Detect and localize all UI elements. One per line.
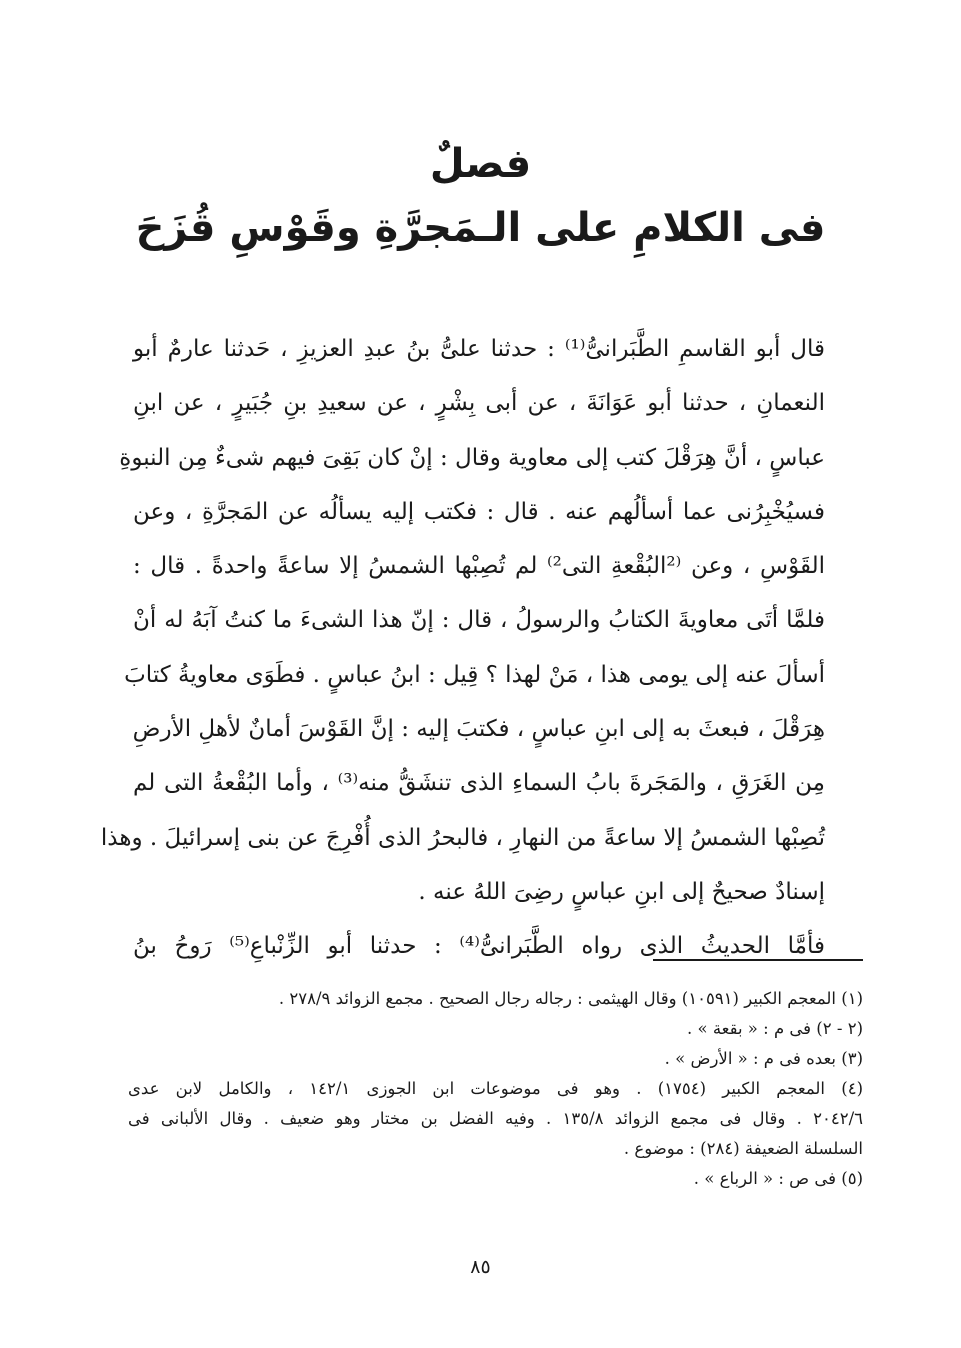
section-title: فصلٌ [429,141,532,187]
footnote-3: (٣) بعده فى م : « الأرض » . [664,1049,863,1068]
footnote-1: (١) المعجم الكبير (١٠٥٩١) وقال الهيثمى : رجاله رجال الصحيح . مجمع الزوائد ٢٧٨/٩ . [278,989,863,1008]
text-line: هِرَقْلَ ، فبعثَ به إلى ابنِ عباسٍ ، فكتبَ إليه : إنَّ القَوْسَ أمانٌ لأهلِ الأرضِ [132,716,825,743]
text-line: فسيُخْبِرُنى عما أسألُهم عنه . قال : فكتب إليه يسألُه عن المَجرَّةِ ، وعن [133,498,825,525]
section-subtitle: فى الكلامِ على الـمَجرَّةِ وقَوْسِ قُزَحَ [135,205,826,251]
footnote-4-line-2: ٢٠٤٢/٦ . وقال فى مجمع الزوائد ١٣٥/٨ . وفيه الفضل بن مختار وهو ضعيف . وقال الألبانى فى [128,1109,863,1128]
footnote-2: (٢ - ٢) فى م : « بقعة » . [686,1019,863,1038]
footnotes [128,984,863,1194]
footnote-divider [653,959,863,961]
text-line: أسألَ عنه إلى يومى هذا ، مَنْ لهذا ؟ قِيل : ابنُ عباسٍ . فطَوَى معاويةُ كتابَ [124,661,825,688]
paragraph-1 [100,322,863,919]
paragraph-2 [133,919,863,973]
footnote-4-line-3: السلسلة الضعيفة (٢٨٤) : موضوع . [623,1139,863,1158]
text-line: فأمَّا الحديثُ الذى رواه الطَّبَرانىُّ⁽⁴⁾ : حدثنا أبو الزِّنْباعِ⁽⁵⁾ رَوحُ بنُ [133,933,825,960]
text-line: قال أبو القاسمِ الطَّبَرانىُّ⁽¹⁾ : حدثنا علىُّ بنُ عبدِ العزيزِ ، حَدثنا عارمٌ أبو [133,336,825,362]
footnote-4-line-1: (٤) المعجم الكبير (١٧٥٤) . وهو فى موضوعات ابن الجوزى ١٤٢/١ ، والكامل لابن عدى [128,1079,863,1098]
page-number: ٨٥ [470,1256,491,1278]
text-line: عباسٍ ، أنَّ هِرَقْلَ كتب إلى معاوية وقال : إنْ كان بَقِىَ فيهم شىءٌ مِن النبوةِ [119,444,825,471]
text-line: مِن الغَرَقِ ، والمَجَرةَ بابُ السماءِ الذى تنشَقُّ منه⁽³⁾ ، وأما البُقْعةُ التى لم [133,770,825,797]
text-line: فلمَّا أتَى معاويةَ الكتابُ والرسولُ ، قال : إنّ هذا الشىءَ ما كنتُ آبَهُ له أنْ [133,607,825,634]
text-line: النعمانِ ، حدثنا أبو عَوَانَةَ ، عن أبى بِشْرٍ ، عن سعيدِ بنِ جُبَيرٍ ، عن ابنِ [133,390,825,417]
text-line: إسنادٌ صحيحٌ إلى ابنِ عباسٍ رضِىَ اللهُ عنه . [418,878,825,905]
footnote-5: (٥) فى ص : « الرباع » . [693,1169,863,1188]
text-line: تُصِبْها الشمسُ إلا ساعةً من النهارِ ، فالبحرُ الذى أُفْرِجَ عن بنى إسرائيلَ . وهذا [100,824,825,851]
body-text [100,322,863,974]
text-line: القَوْسِ ، وعن ⁽²البُقْعةِ التى²⁾ لم تُصِبْها الشمسُ إلا ساعةً واحدةً . قال : [133,553,825,580]
